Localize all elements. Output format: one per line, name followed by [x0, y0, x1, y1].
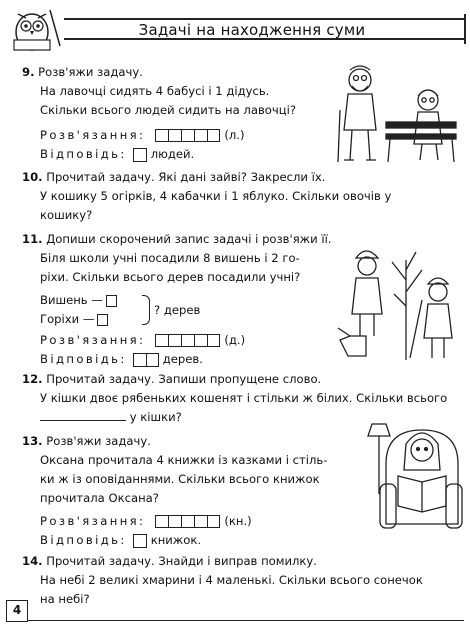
solution-label: Розв'язання:: [40, 333, 146, 347]
task-number: 13.: [22, 434, 43, 448]
answer-unit: дерев.: [162, 352, 203, 366]
task-text-line: Скільки всього людей сидить на лавочці?: [40, 103, 296, 117]
task-text-line: Оксана прочитала 4 книжки із казками і стіль-: [40, 453, 328, 467]
brace-label: ? дерев: [154, 303, 201, 317]
task-text-line: ріхи. Скільки всього дерев посадили учні?: [40, 270, 301, 284]
solution-unit: (д.): [224, 333, 246, 347]
task-12-heading: [22, 370, 447, 389]
task-text-line: кошику?: [40, 208, 93, 222]
brace: [142, 295, 150, 325]
solution-boxes[interactable]: [155, 515, 220, 528]
solution-boxes[interactable]: [155, 129, 220, 142]
task-text-line: На небі 2 великі хмарини і 4 маленькі. Скільки всього сонечок: [40, 573, 423, 587]
answer-row: [22, 145, 296, 164]
task-number: 11.: [22, 232, 43, 246]
answer-row: [22, 531, 327, 550]
task-9: [22, 63, 296, 164]
task-instruction: Розв'яжи задачу.: [38, 65, 143, 79]
solution-row: [22, 126, 296, 145]
owl-mascot-icon: [6, 2, 64, 54]
task-text-line: У кошику 5 огірків, 4 кабачки і 1 яблуко. Скільки овочів у: [40, 189, 392, 203]
task-number: 12.: [22, 372, 43, 386]
task-14-heading: [22, 552, 423, 571]
task-instruction: Прочитай задачу. Запиши пропущене слово.: [46, 372, 322, 386]
solution-label: Розв'язання:: [40, 128, 146, 142]
page-number: 4: [6, 600, 28, 622]
solution-unit: (кн.): [224, 514, 252, 528]
answer-label: Відповідь:: [40, 147, 127, 161]
answer-row: [22, 350, 331, 369]
missing-word-blank[interactable]: [40, 409, 126, 421]
task-text-line: У кішки двоє рябеньких кошенят і стільки ж білих. Скільки всього: [40, 391, 448, 405]
answer-box[interactable]: [133, 353, 159, 367]
task-11: [22, 230, 331, 369]
task-text-line: Біля школи учні посадили 8 вишень і 2 го-: [40, 251, 300, 265]
task-13: [22, 432, 327, 550]
solution-boxes[interactable]: [155, 334, 220, 347]
task-number: 14.: [22, 554, 43, 568]
task-instruction: Прочитай задачу. Знайди і виправ помилку.: [46, 554, 317, 568]
fill-box[interactable]: [97, 314, 108, 326]
task-10: [22, 168, 391, 225]
task-13-heading: [22, 432, 327, 451]
answer-unit: людей.: [150, 147, 195, 161]
page-title: Задачі на находження суми: [138, 21, 366, 39]
task-11-heading: [22, 230, 331, 249]
solution-row: [22, 512, 327, 531]
task-14: [22, 552, 423, 609]
task-text-line: ки ж із оповіданнями. Скільки всього книжок: [40, 472, 320, 486]
missing-word-row: у кішки?: [22, 408, 447, 427]
task-instruction: Допиши скорочений запис задачі і розв'яжи її.: [46, 232, 332, 246]
short-record: [22, 291, 331, 331]
footer-rule: [28, 620, 464, 621]
task-10-heading: [22, 168, 391, 187]
grandparents-on-bench-illustration: [330, 60, 462, 168]
task-instruction: Прочитай задачу. Які дані зайві? Закресли їх.: [46, 170, 326, 184]
children-planting-trees-illustration: [336, 240, 464, 364]
task-number: 10.: [22, 170, 43, 184]
answer-label: Відповідь:: [40, 533, 127, 547]
fill-box[interactable]: [106, 295, 117, 307]
task-text-line: на небі?: [40, 592, 90, 606]
header-corner-mark: [456, 14, 466, 44]
task-text-line: прочитала Оксана?: [40, 491, 159, 505]
task-text-line: На лавочці сидять 4 бабусі і 1 дідусь.: [40, 84, 270, 98]
task-9-heading: [22, 63, 296, 82]
solution-row: [22, 331, 331, 350]
girl-reading-book-illustration: [366, 414, 464, 540]
task-instruction: Розв'яжи задачу.: [46, 434, 151, 448]
solution-label: Розв'язання:: [40, 514, 146, 528]
answer-box[interactable]: [133, 534, 147, 548]
answer-unit: книжок.: [150, 533, 202, 547]
short-record-row-nuts: Горіхи —: [22, 310, 331, 329]
answer-box[interactable]: [133, 148, 147, 162]
answer-label: Відповідь:: [40, 352, 127, 366]
short-record-row-cherries: Вишень —: [22, 291, 331, 310]
solution-unit: (л.): [224, 128, 245, 142]
task-number: 9.: [22, 65, 35, 79]
